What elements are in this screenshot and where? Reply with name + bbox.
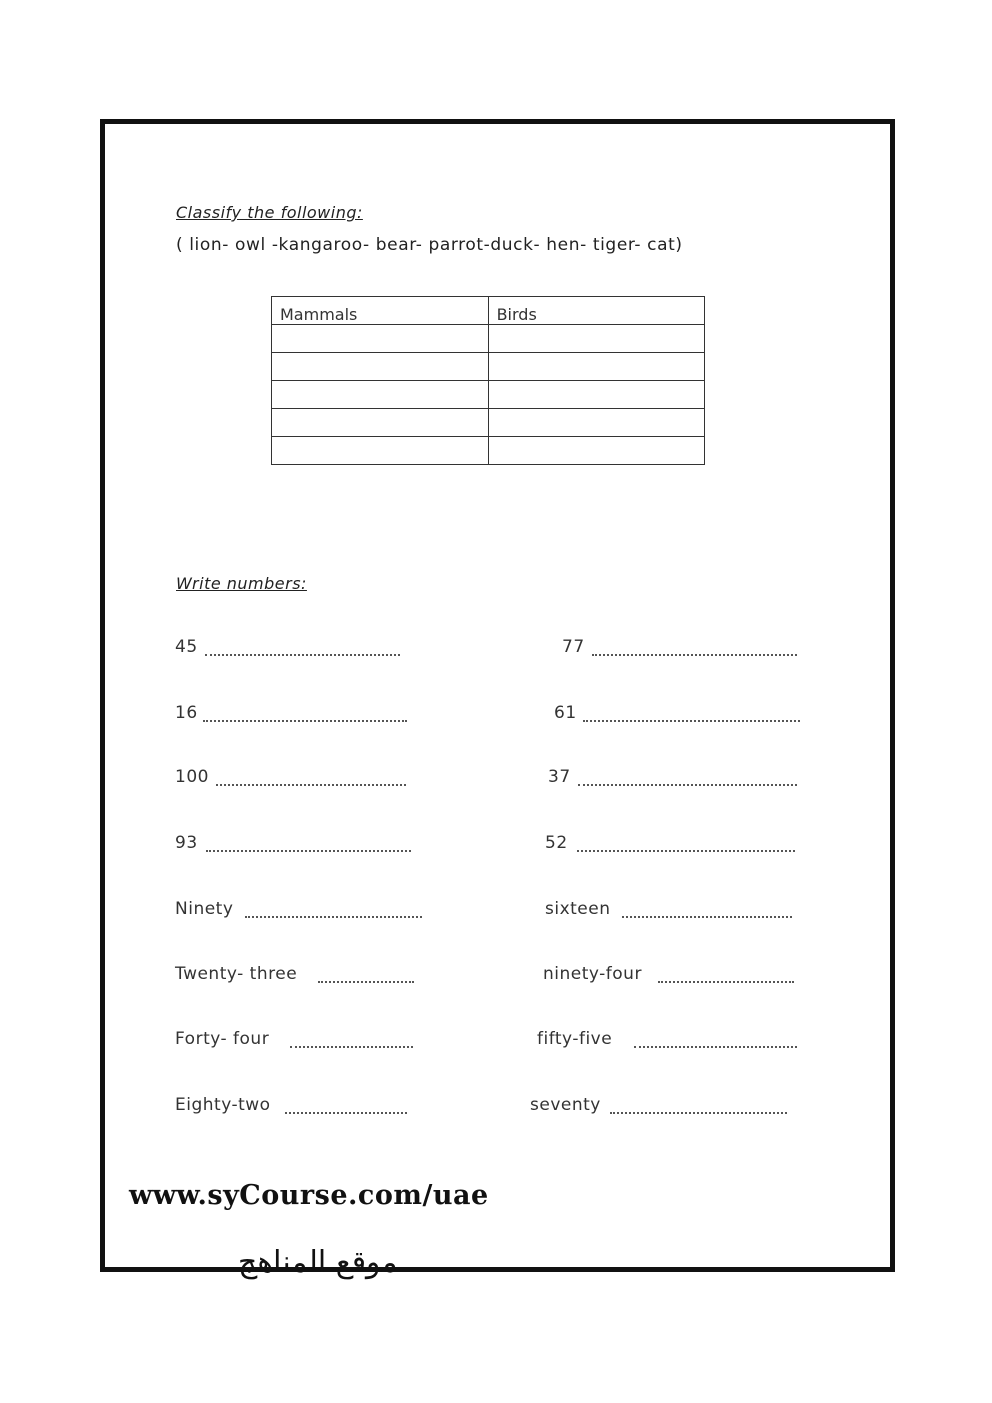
birds-answer-cell[interactable]	[488, 325, 704, 353]
number-item: 37	[548, 767, 571, 787]
answer-line[interactable]	[205, 654, 400, 656]
mammals-answer-cell[interactable]	[272, 409, 489, 437]
footer-url[interactable]: www.syCourse.com/uae	[129, 1180, 489, 1211]
classify-table	[271, 296, 705, 465]
answer-line[interactable]	[577, 850, 795, 852]
mammals-answer-cell[interactable]	[272, 437, 489, 465]
table-header-row	[272, 297, 705, 325]
answer-line[interactable]	[245, 916, 422, 918]
number-item: 93	[175, 833, 198, 853]
answer-line[interactable]	[634, 1046, 797, 1048]
number-item: 16	[175, 703, 198, 723]
answer-line[interactable]	[578, 784, 797, 786]
word-item: Ninety	[175, 899, 234, 919]
answer-line[interactable]	[290, 1046, 413, 1048]
mammals-answer-cell[interactable]	[272, 325, 489, 353]
answer-line[interactable]	[622, 916, 792, 918]
answer-line[interactable]	[610, 1112, 787, 1114]
birds-answer-cell[interactable]	[488, 409, 704, 437]
answer-line[interactable]	[285, 1112, 407, 1114]
birds-answer-cell[interactable]	[488, 381, 704, 409]
birds-answer-cell[interactable]	[488, 353, 704, 381]
write-numbers-heading: Write numbers:	[176, 574, 307, 593]
mammals-header: Mammals	[272, 297, 489, 325]
word-item: seventy	[530, 1095, 601, 1115]
number-item: 52	[545, 833, 568, 853]
number-item: 77	[562, 637, 585, 657]
answer-line[interactable]	[592, 654, 797, 656]
mammals-answer-cell[interactable]	[272, 353, 489, 381]
number-item: 61	[554, 703, 577, 723]
number-item: 45	[175, 637, 198, 657]
word-item: Twenty- three	[175, 964, 298, 984]
answer-line[interactable]	[216, 784, 406, 786]
answer-line[interactable]	[203, 720, 407, 722]
birds-header: Birds	[488, 297, 704, 325]
number-item: 100	[175, 767, 209, 787]
site-name-arabic: موقع المناهج	[238, 1245, 398, 1280]
classify-heading: Classify the following:	[176, 203, 363, 222]
table-row	[272, 325, 705, 353]
word-item: ninety-four	[543, 964, 642, 984]
word-list: ( lion- owl -kangaroo- bear- parrot-duck- hen- tiger- cat)	[176, 235, 683, 255]
answer-line[interactable]	[318, 981, 414, 983]
table-row	[272, 381, 705, 409]
word-item: sixteen	[545, 899, 611, 919]
word-item: fifty-five	[537, 1029, 613, 1049]
word-item: Forty- four	[175, 1029, 270, 1049]
answer-line[interactable]	[206, 850, 411, 852]
answer-line[interactable]	[658, 981, 794, 983]
answer-line[interactable]	[583, 720, 800, 722]
birds-answer-cell[interactable]	[488, 437, 704, 465]
table-row	[272, 353, 705, 381]
word-item: Eighty-two	[175, 1095, 271, 1115]
table-row	[272, 437, 705, 465]
mammals-answer-cell[interactable]	[272, 381, 489, 409]
table-row	[272, 409, 705, 437]
